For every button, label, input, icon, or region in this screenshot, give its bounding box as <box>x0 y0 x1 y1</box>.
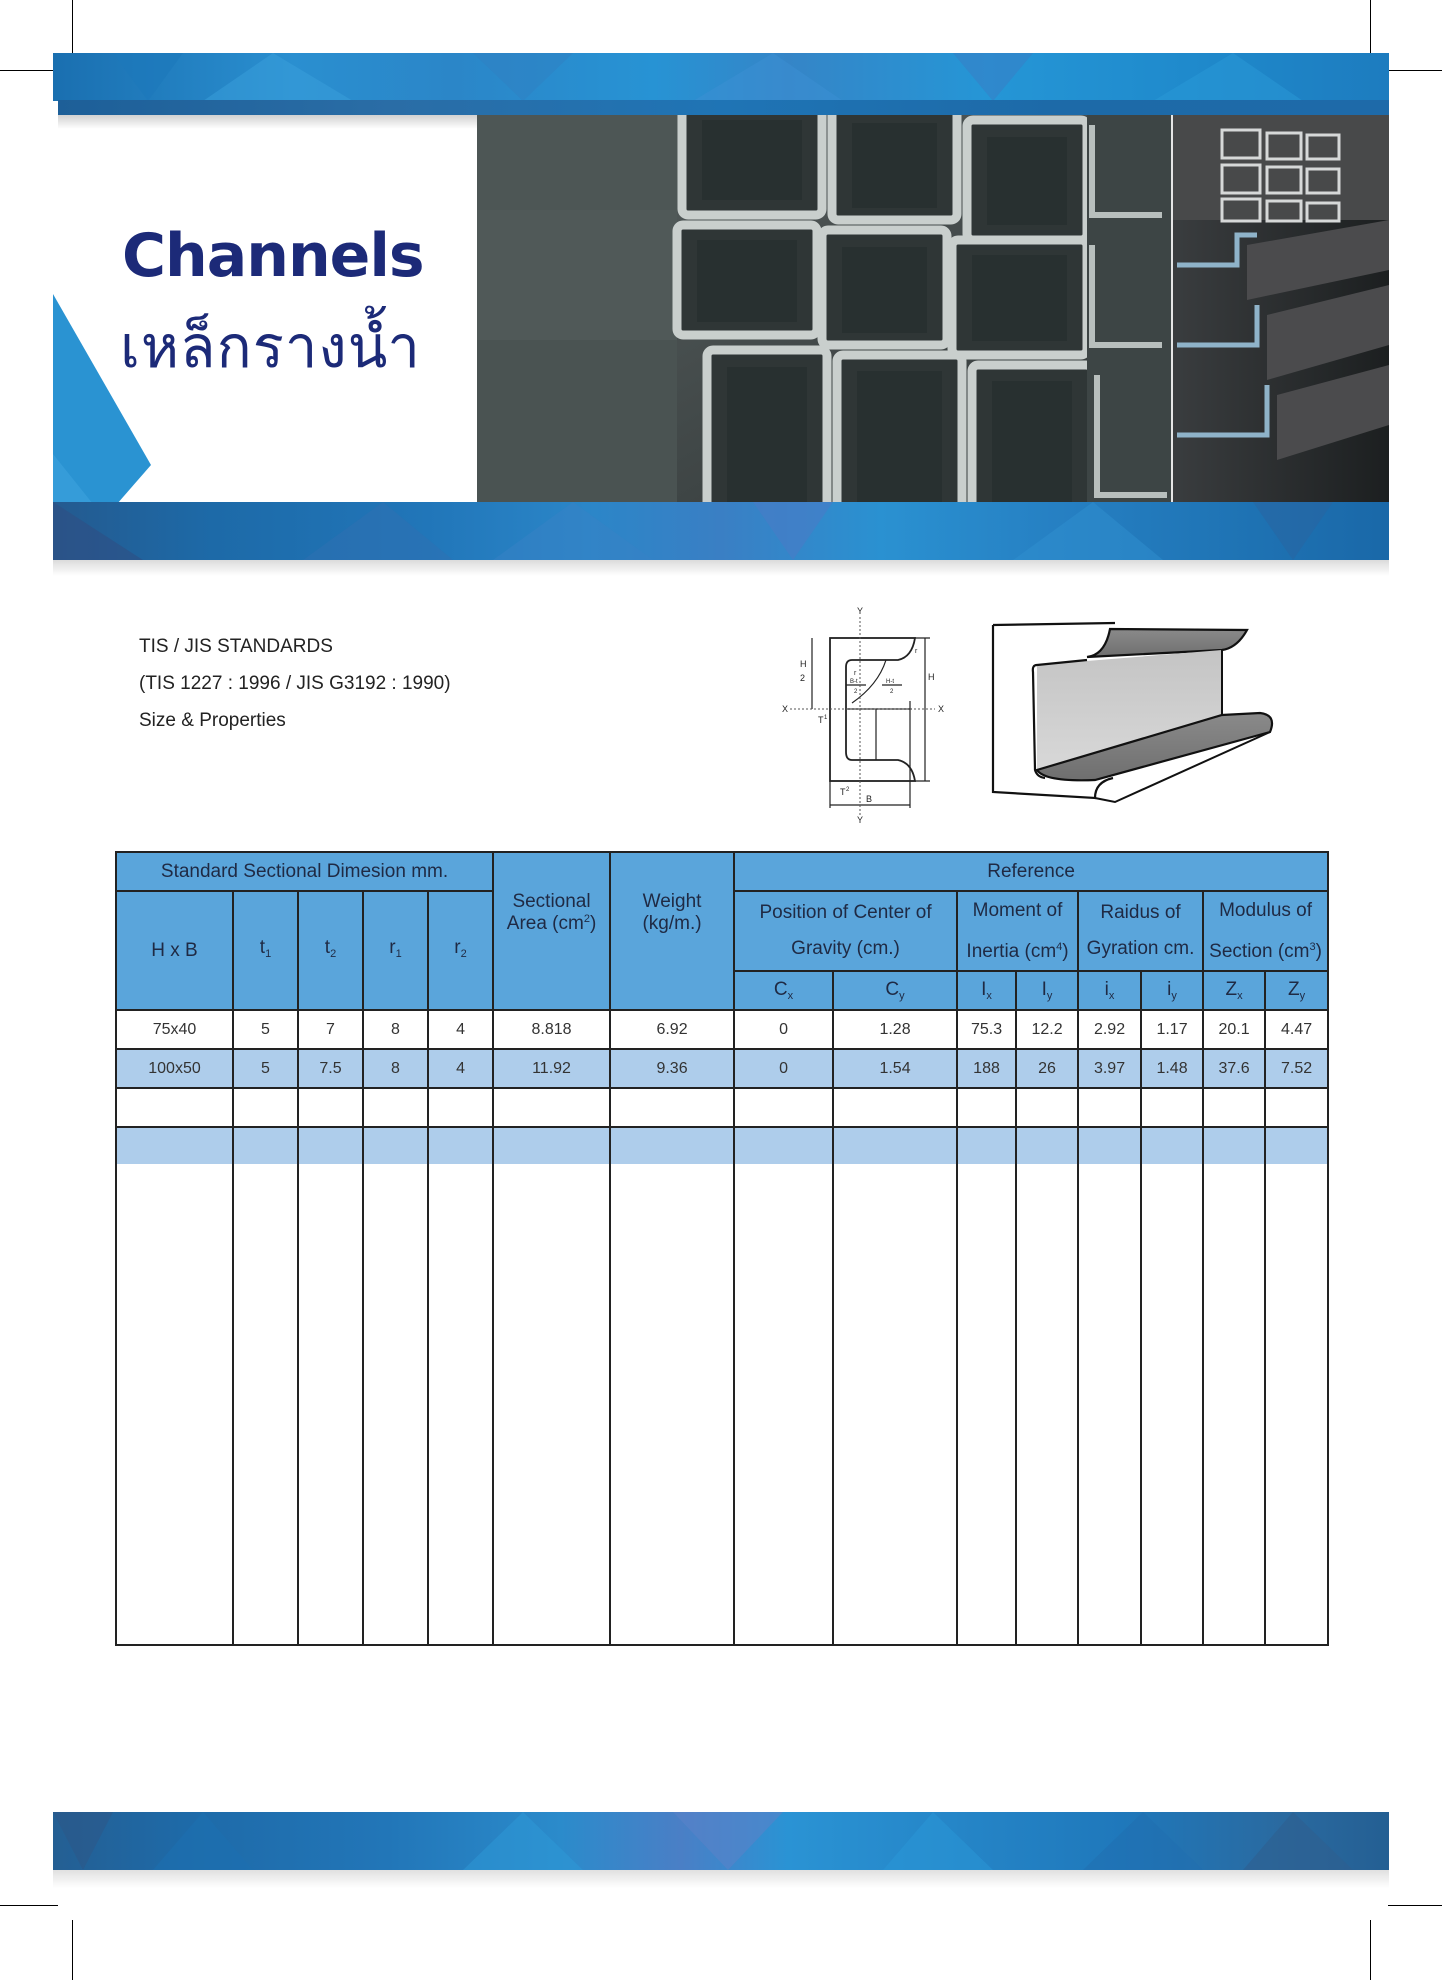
table-cell-empty <box>833 1164 957 1645</box>
crop-mark <box>1370 1920 1371 1980</box>
table-cell-empty <box>1078 1088 1141 1127</box>
table-cell-empty <box>734 1088 833 1127</box>
table-cell-empty <box>233 1127 298 1164</box>
sub-header-cx <box>734 971 833 1010</box>
table-cell: 4 <box>428 1049 493 1088</box>
sub-header-base: C <box>885 979 900 1000</box>
table-cell: 5 <box>233 1010 298 1049</box>
table-cell: 1.48 <box>1141 1049 1203 1088</box>
steel-channels-stack-image <box>477 115 1389 502</box>
table-cell-empty <box>1016 1088 1078 1127</box>
modulus-label-2 <box>1204 929 1327 970</box>
table-cell-empty <box>833 1127 957 1164</box>
table-cell: 0 <box>734 1010 833 1049</box>
group-header-reference: Reference <box>734 852 1328 891</box>
table-cell: 75x40 <box>116 1010 233 1049</box>
fig-t2: T <box>840 787 846 797</box>
sub-header-subscript: y <box>1171 990 1177 1002</box>
table-cell-empty <box>734 1164 833 1645</box>
table-row-empty <box>116 1127 1328 1164</box>
group-header-gravity <box>734 891 957 971</box>
table-cell-empty <box>1203 1088 1265 1127</box>
footer-band <box>53 1812 1389 1870</box>
table-cell-empty <box>428 1127 493 1164</box>
sub-header-subscript: x <box>1237 990 1243 1002</box>
table-cell: 7.52 <box>1265 1049 1328 1088</box>
fig-b-t1: B-t <box>850 679 858 685</box>
table-cell-empty <box>428 1088 493 1127</box>
table-cell-empty <box>428 1164 493 1645</box>
inertia-label-1: Moment of <box>972 899 1063 921</box>
fig-h: H <box>928 672 935 682</box>
table-cell-empty <box>1078 1164 1141 1645</box>
table-cell: 75.3 <box>957 1010 1016 1049</box>
group-header-gyration <box>1078 891 1203 971</box>
t2-sub: 2 <box>330 947 337 960</box>
col-header-r1 <box>363 891 428 1010</box>
table-cell: 5 <box>233 1049 298 1088</box>
table-cell-empty <box>116 1127 233 1164</box>
area-label-sup: 2 <box>583 913 590 925</box>
sub-header-base: I <box>981 979 987 1000</box>
table-cell-empty <box>1203 1127 1265 1164</box>
table-cell: 3.97 <box>1078 1049 1141 1088</box>
table-cell: 100x50 <box>116 1049 233 1088</box>
table-cell-empty <box>233 1164 298 1645</box>
table-cell-empty <box>734 1127 833 1164</box>
weight-label-2: (kg/m.) <box>642 913 702 934</box>
sub-header-iy <box>1016 971 1078 1010</box>
modulus-label-sup: 3 <box>1309 940 1316 953</box>
fig-x-right: X <box>938 704 945 714</box>
page-title: Channels <box>122 221 424 291</box>
crop-mark <box>0 1905 58 1906</box>
fig-r1: r <box>854 670 857 677</box>
channel-section-diagram <box>770 605 950 823</box>
table-cell-empty <box>1265 1164 1328 1645</box>
fig-den-2: 2 <box>890 689 894 695</box>
standards-heading: TIS / JIS STANDARDS <box>139 636 333 657</box>
standards-subtitle: Size & Properties <box>139 710 286 731</box>
sub-header-base: Z <box>1225 979 1238 1000</box>
r1-sub: 1 <box>395 947 402 960</box>
table-cell-empty <box>298 1088 363 1127</box>
band-shadow <box>53 560 1389 576</box>
fig-den-1: 2 <box>854 689 858 695</box>
modulus-label-text: Section (cm <box>1209 940 1310 962</box>
table-cell: 8 <box>363 1049 428 1088</box>
sub-header-base: i <box>1167 979 1172 1000</box>
banner-facets <box>53 53 1389 101</box>
table-cell-empty <box>116 1164 233 1645</box>
channel-3d-illustration <box>985 620 1285 810</box>
top-banner-strip <box>58 100 1389 115</box>
table-cell-empty <box>493 1127 610 1164</box>
fig-x-left: X <box>782 704 789 714</box>
sub-header-iy <box>1141 971 1203 1010</box>
crop-mark <box>0 70 58 71</box>
sub-header-subscript: y <box>899 990 905 1002</box>
col-header-t1 <box>233 891 298 1010</box>
gravity-label-1: Position of Center of <box>759 902 932 923</box>
modulus-label-close: ) <box>1315 940 1322 962</box>
fig-h-half: H <box>800 659 807 669</box>
table-cell-empty <box>610 1164 734 1645</box>
table-cell: 8.818 <box>493 1010 610 1049</box>
r2-sub: 2 <box>460 947 467 960</box>
table-cell: 0 <box>734 1049 833 1088</box>
table-cell-empty <box>1016 1127 1078 1164</box>
properties-table <box>115 851 1327 1656</box>
table-cell: 8 <box>363 1010 428 1049</box>
table-cell-empty <box>610 1088 734 1127</box>
footer-facets <box>53 1812 1389 1870</box>
sub-header-zy <box>1265 971 1328 1010</box>
t1-sub: 1 <box>265 947 272 960</box>
standards-codes: (TIS 1227 : 1996 / JIS G3192 : 1990) <box>139 673 451 694</box>
table-cell-empty <box>363 1088 428 1127</box>
area-label-2 <box>494 913 609 935</box>
table-cell-empty <box>493 1088 610 1127</box>
sub-header-cy <box>833 971 957 1010</box>
table-cell-empty <box>233 1088 298 1127</box>
inertia-label-close: ) <box>1062 940 1069 962</box>
table-cell: 12.2 <box>1016 1010 1078 1049</box>
size-properties-table <box>115 851 1329 1646</box>
col-header-weight <box>610 852 734 1010</box>
col-header-area <box>493 852 610 1010</box>
table-cell-empty <box>957 1127 1016 1164</box>
sub-header-subscript: x <box>986 990 992 1002</box>
sub-header-base: i <box>1104 979 1109 1000</box>
banner-shadow <box>58 115 478 129</box>
gravity-label-2: Gravity (cm.) <box>791 938 900 959</box>
table-row <box>116 1010 1328 1049</box>
table-cell-empty <box>610 1127 734 1164</box>
inertia-label-text: Inertia (cm <box>966 940 1057 962</box>
table-cell-empty <box>298 1127 363 1164</box>
table-cell: 1.54 <box>833 1049 957 1088</box>
crop-mark <box>1370 0 1371 58</box>
sub-header-ix <box>1078 971 1141 1010</box>
table-cell: 9.36 <box>610 1049 734 1088</box>
col-header-r2 <box>428 891 493 1010</box>
group-header-dimension: Standard Sectional Dimesion mm. <box>116 852 493 891</box>
table-cell-empty <box>1141 1127 1203 1164</box>
inertia-label-2 <box>958 929 1077 970</box>
table-row <box>116 1049 1328 1088</box>
table-cell: 37.6 <box>1203 1049 1265 1088</box>
table-cell: 20.1 <box>1203 1010 1265 1049</box>
channels-photo <box>477 115 1389 502</box>
top-banner <box>53 53 1389 101</box>
table-cell-empty <box>116 1088 233 1127</box>
table-cell-empty <box>1141 1164 1203 1645</box>
table-cell: 26 <box>1016 1049 1078 1088</box>
sub-header-subscript: x <box>787 990 794 1002</box>
fig-t1-sup: 1 <box>824 715 828 721</box>
table-cell-empty <box>363 1164 428 1645</box>
fig-y-top: Y <box>857 606 864 616</box>
fig-y-bottom: Y <box>857 815 864 823</box>
table-cell: 6.92 <box>610 1010 734 1049</box>
group-header-inertia <box>957 891 1078 971</box>
table-cell-empty <box>957 1164 1016 1645</box>
fig-r2: r <box>915 648 918 655</box>
table-cell: 2.92 <box>1078 1010 1141 1049</box>
crop-mark <box>1388 70 1442 71</box>
sub-header-base: I <box>1041 979 1047 1000</box>
table-cell-empty <box>1016 1164 1078 1645</box>
fig-t2-sup: 2 <box>846 787 850 793</box>
inertia-label-sup: 4 <box>1056 940 1063 953</box>
sub-header-ix <box>957 971 1016 1010</box>
r2-base: r <box>454 936 461 958</box>
table-cell: 7.5 <box>298 1049 363 1088</box>
t2-base: t <box>324 936 331 958</box>
table-cell-empty <box>833 1088 957 1127</box>
hero-bottom-band <box>53 502 1389 560</box>
table-cell: 4 <box>428 1010 493 1049</box>
area-label-close: ) <box>589 913 597 934</box>
gyration-label-1: Raidus of <box>1100 902 1181 923</box>
table-cell-empty <box>957 1088 1016 1127</box>
sub-header-subscript: y <box>1046 990 1053 1002</box>
modulus-label-1: Modulus of <box>1219 899 1313 921</box>
area-label-text: Area (cm <box>506 913 584 934</box>
area-label-1: Sectional <box>512 891 591 912</box>
table-cell: 1.28 <box>833 1010 957 1049</box>
table-cell-empty <box>1265 1088 1328 1127</box>
fig-b: B <box>866 794 873 804</box>
table-cell-empty <box>493 1164 610 1645</box>
table-cell-empty <box>1203 1164 1265 1645</box>
table-cell-empty <box>298 1164 363 1645</box>
table-cell-empty <box>1265 1127 1328 1164</box>
fig-h-half-den: 2 <box>800 673 806 683</box>
footer-shadow <box>53 1870 1389 1888</box>
table-row-empty <box>116 1088 1328 1127</box>
table-cell-empty <box>1141 1088 1203 1127</box>
table-cell-empty <box>363 1127 428 1164</box>
sub-header-base: C <box>773 979 788 1000</box>
crop-mark <box>72 1920 73 1980</box>
group-header-modulus <box>1203 891 1328 971</box>
table-cell: 11.92 <box>493 1049 610 1088</box>
band-facets <box>53 502 1389 560</box>
sub-header-subscript: x <box>1108 990 1115 1002</box>
sub-header-subscript: y <box>1299 990 1306 1002</box>
r1-base: r <box>389 936 396 958</box>
table-cell: 7 <box>298 1010 363 1049</box>
crop-mark <box>72 0 73 58</box>
gyration-label-2: Gyration cm. <box>1086 938 1195 959</box>
table-cell: 1.17 <box>1141 1010 1203 1049</box>
table-cell-empty <box>1078 1127 1141 1164</box>
page-title-thai: เหล็กรางน้ำ <box>120 313 421 381</box>
table-cell: 188 <box>957 1049 1016 1088</box>
crop-mark <box>1388 1905 1442 1906</box>
table-cell: 4.47 <box>1265 1010 1328 1049</box>
fig-t1: T <box>818 715 824 725</box>
sub-header-base: Z <box>1288 979 1300 1000</box>
t1-base: t <box>259 936 266 958</box>
table-row-filler <box>116 1164 1328 1645</box>
weight-label-1: Weight <box>642 891 702 912</box>
col-header-hxb: H x B <box>116 891 233 1010</box>
sub-header-zx <box>1203 971 1265 1010</box>
fig-h-t1: H-t <box>886 679 894 685</box>
col-header-t2 <box>298 891 363 1010</box>
